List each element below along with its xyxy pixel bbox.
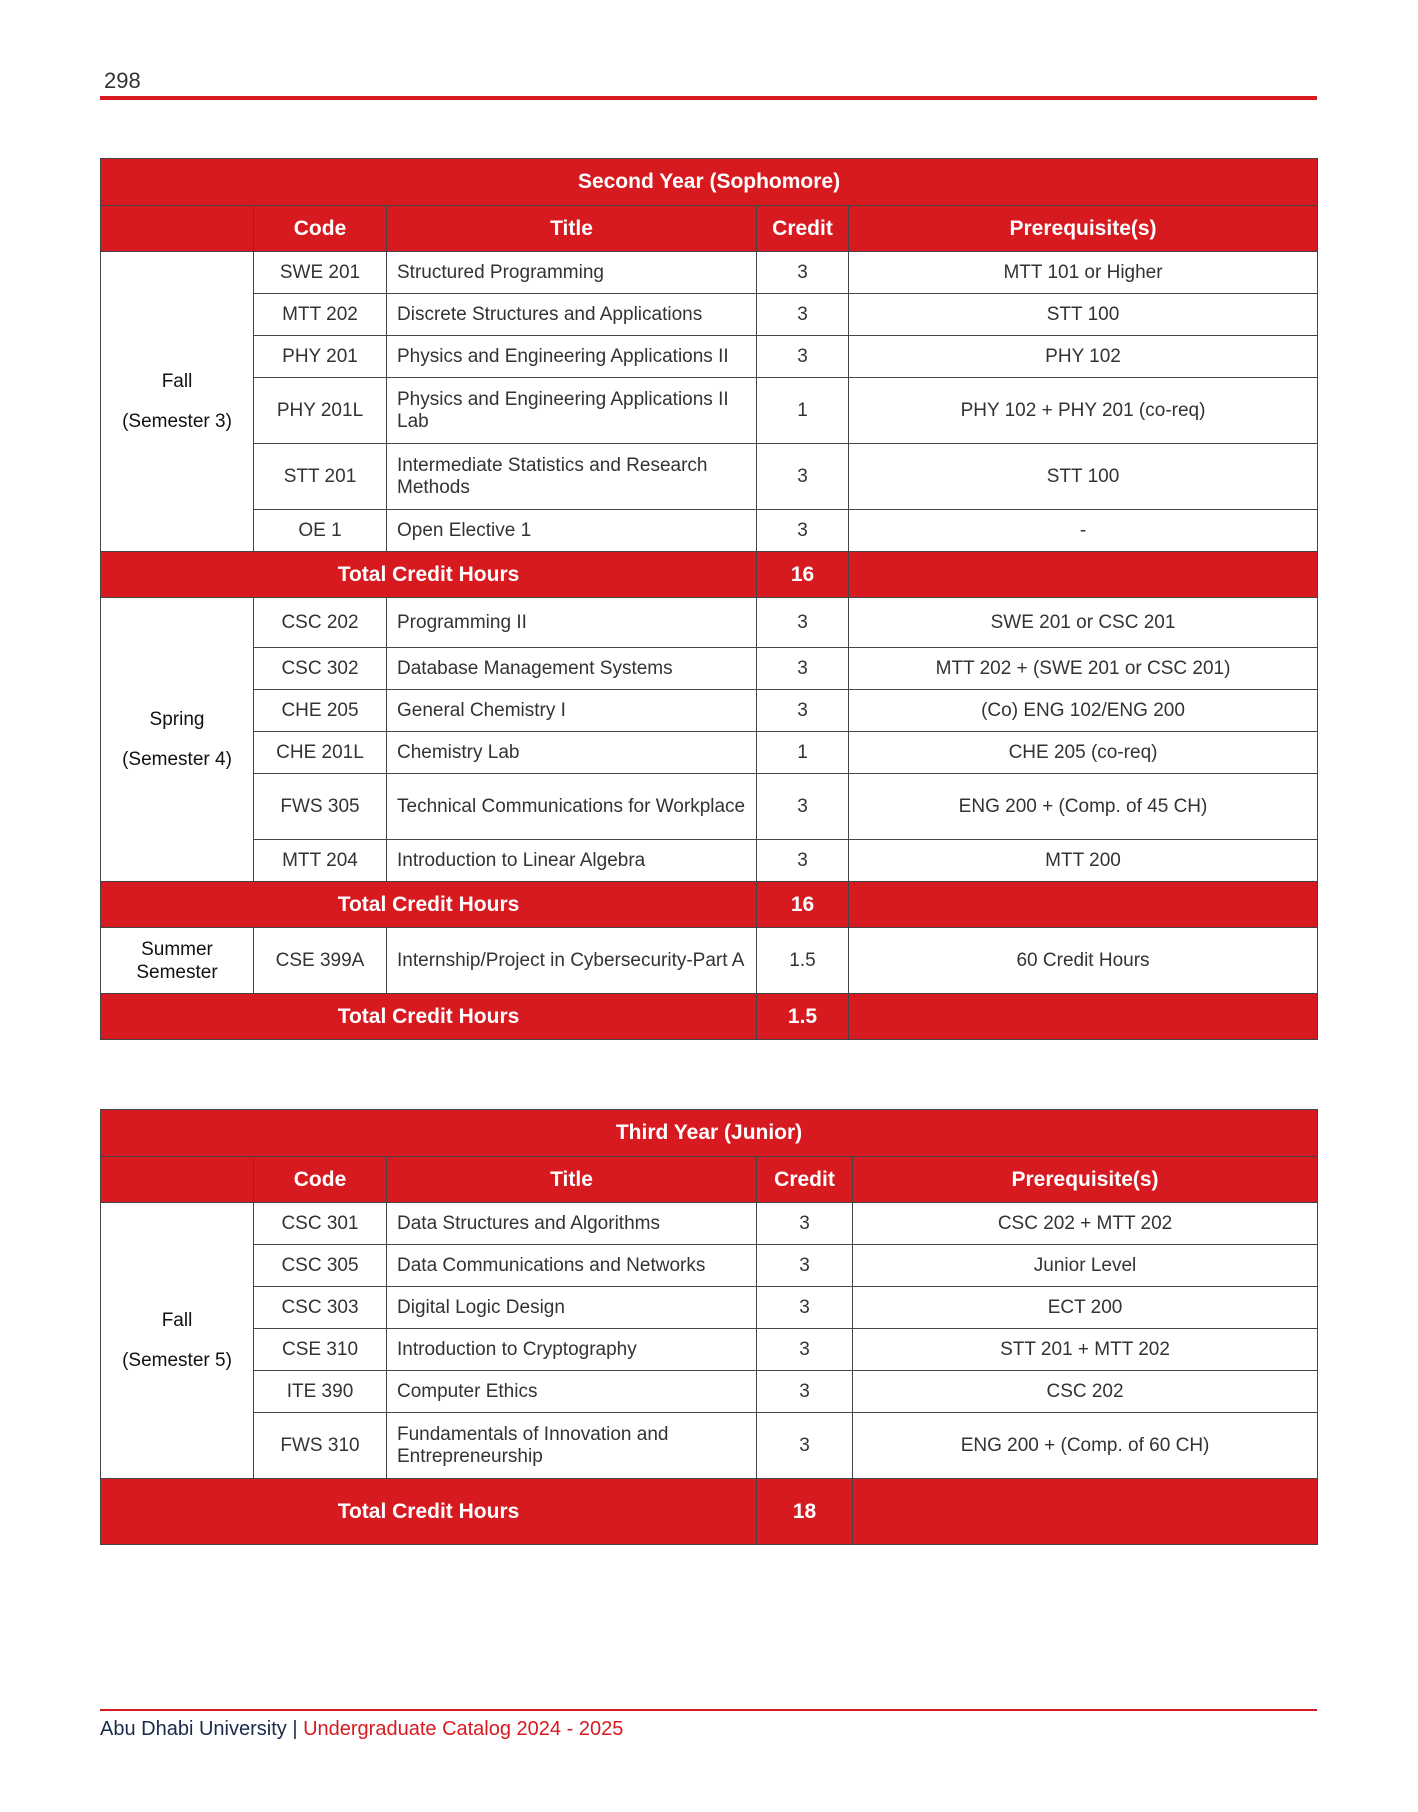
total-row <box>101 882 1318 928</box>
course-code: CSC 303 <box>254 1287 387 1329</box>
header-title: Title <box>387 206 757 252</box>
course-title: Introduction to Linear Algebra <box>387 840 757 882</box>
table-title: Second Year (Sophomore) <box>101 159 1318 206</box>
table-row <box>101 1203 1318 1245</box>
course-prereq: MTT 200 <box>849 840 1318 882</box>
header-blank <box>101 206 254 252</box>
header-credit: Credit <box>757 1157 853 1203</box>
total-label: Total Credit Hours <box>101 552 757 598</box>
course-credit: 3 <box>757 1329 853 1371</box>
course-title: Intermediate Statistics and Research Methods <box>387 444 757 510</box>
course-credit: 3 <box>757 336 849 378</box>
course-title: Programming II <box>387 598 757 648</box>
header-prereq: Prerequisite(s) <box>853 1157 1318 1203</box>
semester-label <box>101 252 254 552</box>
course-title: Computer Ethics <box>387 1371 757 1413</box>
course-code: ITE 390 <box>254 1371 387 1413</box>
course-code: CSC 305 <box>254 1245 387 1287</box>
table-row <box>101 648 1318 690</box>
table-row <box>101 510 1318 552</box>
course-title: Structured Programming <box>387 252 757 294</box>
total-label: Total Credit Hours <box>101 882 757 928</box>
course-credit: 3 <box>757 1245 853 1287</box>
table-row <box>101 1371 1318 1413</box>
total-value: 18 <box>757 1479 853 1545</box>
course-credit: 3 <box>757 690 849 732</box>
course-title: Physics and Engineering Applications II <box>387 336 757 378</box>
table-row <box>101 1287 1318 1329</box>
course-prereq: CSC 202 + MTT 202 <box>853 1203 1318 1245</box>
course-prereq: PHY 102 <box>849 336 1318 378</box>
table-row <box>101 774 1318 840</box>
course-title: Data Communications and Networks <box>387 1245 757 1287</box>
sophomore-table <box>100 158 1318 1040</box>
course-code: CSC 202 <box>254 598 387 648</box>
course-prereq: SWE 201 or CSC 201 <box>849 598 1318 648</box>
course-credit: 3 <box>757 294 849 336</box>
course-credit: 1 <box>757 732 849 774</box>
semester-number: (Semester 3) <box>122 410 232 432</box>
table-row <box>101 840 1318 882</box>
table-row <box>101 1329 1318 1371</box>
total-value: 1.5 <box>757 994 849 1040</box>
course-title: General Chemistry I <box>387 690 757 732</box>
header-blank <box>101 1157 254 1203</box>
total-row <box>101 1479 1318 1545</box>
footer-separator: | <box>292 1718 298 1740</box>
course-prereq: ECT 200 <box>853 1287 1318 1329</box>
course-title: Data Structures and Algorithms <box>387 1203 757 1245</box>
course-title: Chemistry Lab <box>387 732 757 774</box>
semester-number: (Semester 4) <box>122 748 232 770</box>
course-code: CSC 302 <box>254 648 387 690</box>
page-number: 298 <box>104 68 141 93</box>
semester-name: Spring <box>149 708 205 730</box>
footer-catalog: Undergraduate Catalog 2024 - 2025 <box>303 1718 624 1740</box>
course-code: CSE 399A <box>254 928 387 994</box>
course-prereq: (Co) ENG 102/ENG 200 <box>849 690 1318 732</box>
table-row <box>101 444 1318 510</box>
total-row <box>101 552 1318 598</box>
course-credit: 3 <box>757 1413 853 1479</box>
header-credit: Credit <box>757 206 849 252</box>
course-code: CHE 201L <box>254 732 387 774</box>
table-title: Third Year (Junior) <box>101 1110 1318 1157</box>
course-prereq: CHE 205 (co-req) <box>849 732 1318 774</box>
table-row <box>101 598 1318 648</box>
course-title: Discrete Structures and Applications <box>387 294 757 336</box>
course-credit: 3 <box>757 1287 853 1329</box>
course-prereq: ENG 200 + (Comp. of 60 CH) <box>853 1413 1318 1479</box>
course-code: FWS 310 <box>254 1413 387 1479</box>
course-prereq: STT 201 + MTT 202 <box>853 1329 1318 1371</box>
course-code: OE 1 <box>254 510 387 552</box>
course-credit: 3 <box>757 444 849 510</box>
header-divider <box>100 96 1317 100</box>
semester-label <box>101 598 254 882</box>
course-code: PHY 201 <box>254 336 387 378</box>
header-prereq: Prerequisite(s) <box>849 206 1318 252</box>
course-credit: 3 <box>757 598 849 648</box>
course-code: CSE 310 <box>254 1329 387 1371</box>
course-title: Internship/Project in Cybersecurity-Part A <box>387 928 757 994</box>
total-label: Total Credit Hours <box>101 1479 757 1545</box>
total-blank <box>849 994 1318 1040</box>
course-prereq: 60 Credit Hours <box>849 928 1318 994</box>
junior-table <box>100 1109 1318 1545</box>
semester-label: Summer Semester <box>101 928 254 994</box>
total-value: 16 <box>757 552 849 598</box>
table-row <box>101 732 1318 774</box>
course-credit: 1 <box>757 378 849 444</box>
semester-number: (Semester 5) <box>122 1349 232 1371</box>
course-code: STT 201 <box>254 444 387 510</box>
course-prereq: STT 100 <box>849 444 1318 510</box>
course-credit: 3 <box>757 1371 853 1413</box>
footer <box>100 1715 623 1743</box>
header-code: Code <box>254 206 387 252</box>
course-title: Technical Communications for Workplace <box>387 774 757 840</box>
course-title: Physics and Engineering Applications II Lab <box>387 378 757 444</box>
course-prereq: ENG 200 + (Comp. of 45 CH) <box>849 774 1318 840</box>
course-code: CHE 205 <box>254 690 387 732</box>
course-code: CSC 301 <box>254 1203 387 1245</box>
course-credit: 3 <box>757 510 849 552</box>
course-prereq: - <box>849 510 1318 552</box>
course-credit: 3 <box>757 774 849 840</box>
table-row <box>101 1245 1318 1287</box>
course-title: Introduction to Cryptography <box>387 1329 757 1371</box>
course-credit: 3 <box>757 840 849 882</box>
course-credit: 1.5 <box>757 928 849 994</box>
course-prereq: CSC 202 <box>853 1371 1318 1413</box>
course-title: Open Elective 1 <box>387 510 757 552</box>
semester-name: Fall <box>161 1309 193 1331</box>
total-blank <box>849 552 1318 598</box>
course-code: MTT 202 <box>254 294 387 336</box>
course-prereq: MTT 202 + (SWE 201 or CSC 201) <box>849 648 1318 690</box>
course-title: Fundamentals of Innovation and Entrepreneurship <box>387 1413 757 1479</box>
semester-name: Fall <box>161 370 193 392</box>
course-code: SWE 201 <box>254 252 387 294</box>
table-row <box>101 252 1318 294</box>
course-code: MTT 204 <box>254 840 387 882</box>
table-row <box>101 336 1318 378</box>
semester-label <box>101 1203 254 1479</box>
course-title: Digital Logic Design <box>387 1287 757 1329</box>
course-credit: 3 <box>757 252 849 294</box>
header-code: Code <box>254 1157 387 1203</box>
table-row <box>101 1413 1318 1479</box>
total-blank <box>849 882 1318 928</box>
total-value: 16 <box>757 882 849 928</box>
course-credit: 3 <box>757 1203 853 1245</box>
course-prereq: STT 100 <box>849 294 1318 336</box>
course-prereq: MTT 101 or Higher <box>849 252 1318 294</box>
header-title: Title <box>387 1157 757 1203</box>
total-row <box>101 994 1318 1040</box>
course-credit: 3 <box>757 648 849 690</box>
course-code: PHY 201L <box>254 378 387 444</box>
course-prereq: Junior Level <box>853 1245 1318 1287</box>
total-blank <box>853 1479 1318 1545</box>
table-row <box>101 378 1318 444</box>
table-row <box>101 928 1318 994</box>
footer-divider <box>100 1709 1317 1711</box>
table-row <box>101 690 1318 732</box>
footer-university: Abu Dhabi University <box>100 1718 287 1740</box>
course-prereq: PHY 102 + PHY 201 (co-req) <box>849 378 1318 444</box>
table-row <box>101 294 1318 336</box>
course-code: FWS 305 <box>254 774 387 840</box>
total-label: Total Credit Hours <box>101 994 757 1040</box>
course-title: Database Management Systems <box>387 648 757 690</box>
